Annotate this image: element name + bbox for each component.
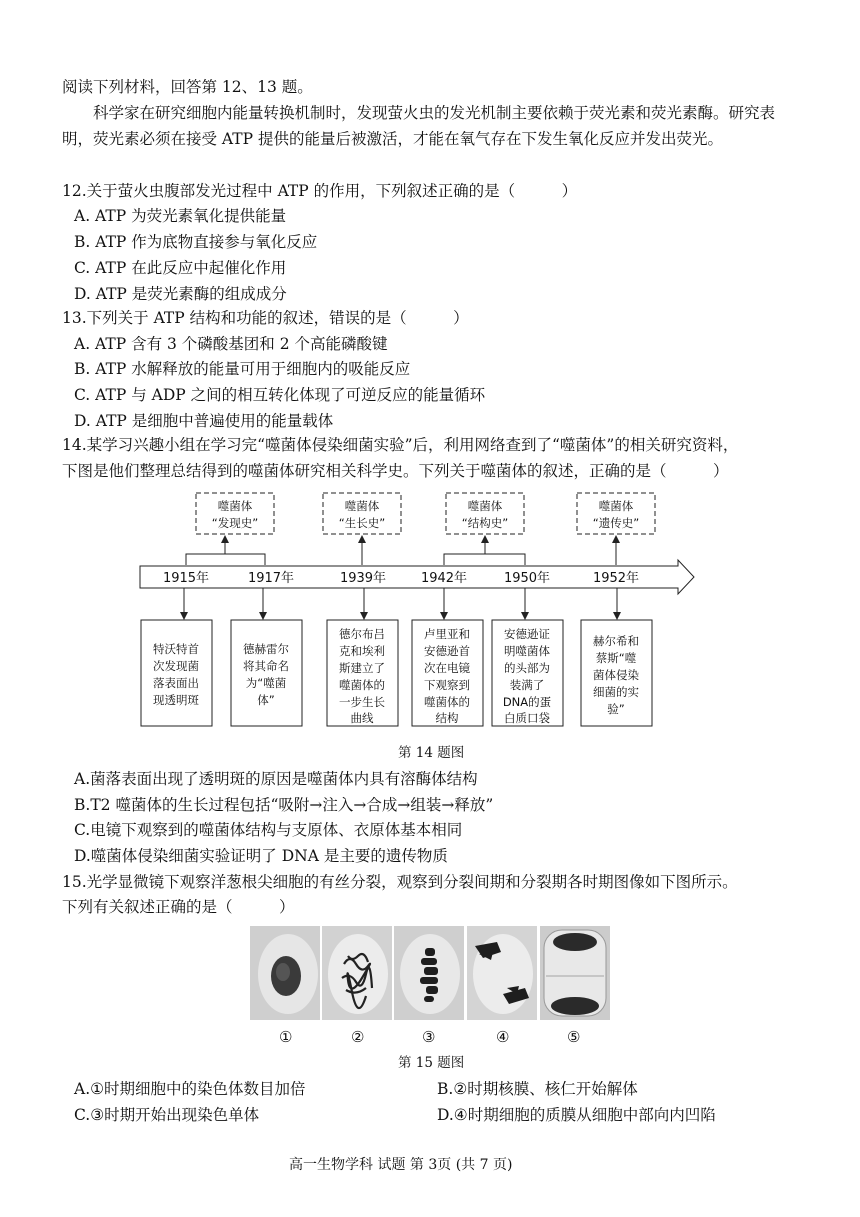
event-text: 为“噬菌	[245, 676, 287, 690]
micrograph-anaphase	[467, 926, 537, 1020]
q14-stem-line1: 14.某学习兴趣小组在学习完“噬菌体侵染细菌实验”后，利用网络查到了“噬菌体”的相关研究资料，	[62, 436, 739, 454]
q12-option-a[interactable]: A. ATP 为荧光素氧化提供能量	[74, 207, 287, 225]
category-label: 噬菌体	[598, 499, 634, 513]
event-text: 斯建立了	[339, 661, 385, 675]
q14-option-b[interactable]: B.T2 噬菌体的生长过程包括“吸附→注入→合成→组装→释放”	[74, 796, 494, 814]
event-text: 曲线	[350, 711, 374, 725]
event-text: 安德逊首	[424, 644, 470, 658]
q15-figure-caption: 第 15 题图	[398, 1055, 465, 1071]
q14-stem-line2: 下图是他们整理总结得到的噬菌体研究相关科学史。下列关于噬菌体的叙述，正确的是（ ）	[62, 462, 729, 480]
q14-option-c[interactable]: C.电镜下观察到的噬菌体结构与支原体、衣原体基本相同	[74, 821, 463, 839]
event-text: 下观察到	[424, 678, 470, 692]
category-label: “发现史”	[211, 516, 259, 530]
event-text: 一步生长	[339, 695, 385, 709]
category-label: “结构史”	[461, 516, 509, 530]
q12-option-b[interactable]: B. ATP 作为底物直接参与氧化反应	[74, 233, 318, 251]
micrograph-interphase	[250, 926, 320, 1020]
page-footer: 高一生物学科 试题 第 3页 (共 7 页)	[289, 1157, 513, 1173]
event-text: 的头部为	[504, 661, 550, 675]
category-label: 噬菌体	[467, 499, 503, 513]
event-text: DNA的蛋	[502, 695, 552, 709]
event-text: 细菌的实	[593, 685, 639, 699]
year-label: 1942年	[420, 571, 468, 586]
q14-figure-caption: 第 14 题图	[398, 745, 465, 761]
q12-option-c[interactable]: C. ATP 在此反应中起催化作用	[74, 259, 287, 277]
q13-option-b[interactable]: B. ATP 水解释放的能量可用于细胞内的吸能反应	[74, 360, 411, 378]
event-text: 安德逊证	[504, 627, 550, 641]
q12-option-d[interactable]: D. ATP 是荧光素酶的组成成分	[74, 285, 287, 303]
year-label: 1950年	[503, 571, 551, 586]
image-label-5: ⑤	[567, 1028, 581, 1046]
q15-option-c[interactable]: C.③时期开始出现染色单体	[74, 1106, 260, 1124]
q15-stem-line2: 下列有关叙述正确的是（ ）	[62, 898, 295, 916]
category-label: “生长史”	[338, 516, 386, 530]
year-label: 1917年	[247, 571, 295, 586]
event-text: 结构	[435, 711, 459, 725]
event-text: 次在电镜	[424, 661, 470, 675]
micrograph-metaphase	[394, 926, 464, 1020]
event-text: 装满了	[509, 678, 545, 692]
image-label-3: ③	[422, 1028, 436, 1046]
year-label: 1939年	[339, 571, 387, 586]
event-text: 德赫雷尔	[243, 642, 289, 656]
event-text: 明噬菌体	[504, 644, 550, 658]
reading-intro: 阅读下列材料，回答第 12、13 题。	[62, 78, 313, 96]
event-text: 噬菌体的	[339, 678, 385, 692]
event-box-1917	[231, 620, 302, 726]
q12-stem: 12.关于萤火虫腹部发光过程中 ATP 的作用，下列叙述正确的是（ ）	[62, 182, 578, 200]
event-text: 将其命名	[243, 659, 289, 673]
image-label-4: ④	[496, 1028, 510, 1046]
event-text: 噬菌体的	[424, 695, 470, 709]
q13-stem: 13.下列关于 ATP 结构和功能的叙述，错误的是（ ）	[62, 309, 469, 327]
event-text: 卢里亚和	[424, 627, 470, 641]
event-text: 特沃特首	[153, 642, 199, 656]
q14-option-d[interactable]: D.噬菌体侵染细菌实验证明了 DNA 是主要的遗传物质	[74, 847, 448, 865]
event-text: 体”	[257, 693, 275, 707]
category-label: 噬菌体	[344, 499, 380, 513]
micrograph-prophase	[322, 926, 392, 1020]
q15-option-d[interactable]: D.④时期细胞的质膜从细胞中部向内凹陷	[437, 1106, 716, 1124]
q13-option-c[interactable]: C. ATP 与 ADP 之间的相互转化体现了可逆反应的能量循环	[74, 386, 486, 404]
event-text: 克和埃利	[339, 644, 385, 658]
q13-option-d[interactable]: D. ATP 是细胞中普遍使用的能量载体	[74, 412, 334, 430]
event-text: 德尔布吕	[339, 627, 385, 641]
micrograph-telophase	[540, 926, 610, 1020]
event-text: 菌体侵染	[593, 668, 639, 682]
event-text: 现透明斑	[153, 693, 199, 707]
event-text: 赫尔希和	[593, 634, 639, 648]
q15-option-b[interactable]: B.②时期核膜、核仁开始解体	[437, 1080, 638, 1098]
image-label-2: ②	[351, 1028, 365, 1046]
event-box-1915	[141, 620, 212, 726]
category-label: 噬菌体	[217, 499, 253, 513]
q14-option-a[interactable]: A.菌落表面出现了透明斑的原因是噬菌体内具有溶酶体结构	[74, 770, 478, 788]
event-text: 蔡斯“噬	[595, 651, 637, 665]
image-label-1: ①	[279, 1028, 293, 1046]
year-label: 1952年	[592, 571, 640, 586]
event-text: 验”	[607, 702, 625, 716]
q15-option-a[interactable]: A.①时期细胞中的染色体数目加倍	[74, 1080, 306, 1098]
event-text: 白质口袋	[504, 711, 550, 725]
reading-material: 科学家在研究细胞内能量转换机制时，发现萤火虫的发光机制主要依赖于荧光素和荧光素酶。研究表明，荧光素必须在接受 ATP 提供的能量后被激活，才能在氧气存在下发生氧化反应并发出荧光。	[62, 104, 776, 148]
event-text: 次发现菌	[153, 659, 199, 673]
category-label: “遗传史”	[592, 516, 640, 530]
event-text: 落表面出	[153, 676, 199, 690]
q15-stem-line1: 15.光学显微镜下观察洋葱根尖细胞的有丝分裂，观察到分裂间期和分裂期各时期图像如下图所示。	[62, 873, 738, 891]
year-label: 1915年	[162, 571, 210, 586]
q13-option-a[interactable]: A. ATP 含有 3 个磷酸基团和 2 个高能磷酸键	[74, 335, 388, 353]
